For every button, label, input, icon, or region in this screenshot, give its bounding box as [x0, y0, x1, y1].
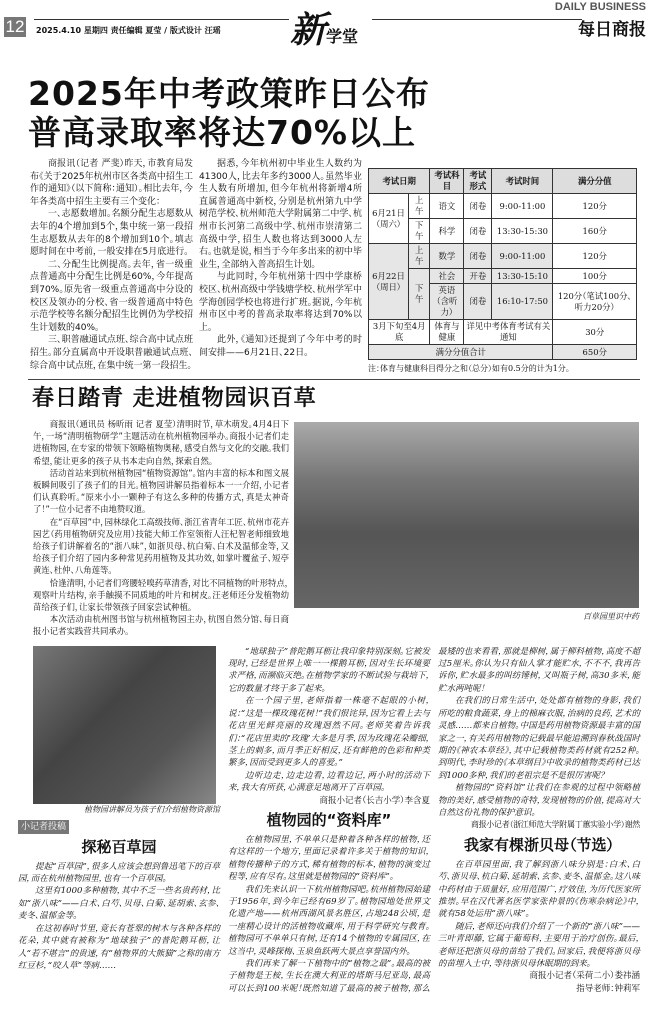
cell: 30分	[553, 320, 637, 345]
contrib3-teacher: 指导老师：钟莉军	[576, 983, 640, 994]
paragraph: 二、分配生比例提高。去年，省一级重点普通高中分配生比例是60%，今年提高到70%。原先省一级重点普通高中分设的校区及领办的分校、省一级普通高中特色示范学校等名额分配招生比例仍为学校招生计划数的40%。	[30, 259, 193, 333]
article1-body	[30, 158, 362, 372]
article1-headline-line2: 普高录取率将达70%以上	[28, 113, 416, 152]
contributions	[0, 646, 652, 996]
cell: 6月21日（周六）	[369, 194, 409, 244]
table-row	[369, 219, 637, 244]
table-row	[369, 320, 637, 345]
cell: 闭卷	[464, 244, 492, 269]
cell: 120分（笔试100分、听力20分）	[553, 284, 637, 320]
paragraph: 边听边走，边走边看，边看边记，两小时的活动下来，我大有所获，心满意足地离开了百草园。	[228, 770, 430, 794]
table-header-row	[369, 169, 637, 194]
photo-block	[18, 646, 220, 816]
header-rule	[34, 19, 289, 20]
cell: 语文	[430, 194, 464, 219]
paragraph: 我们再来了解一下植物中的“植物之最”。最高的被子植物是王桉，生长在澳大利亚的塔斯马尼亚岛，最高可以长到100米呢！既然知道了最高的被子植物，那么最矮的也来看看，那就是柳树，属于柳科植物，高度不超过5厘米。你认为只有仙人掌才能贮水，不不不，我再告诉你，贮水最多的叫纺锤树，又叫瓶子树，高30多米，能贮水两吨呢！	[228, 646, 640, 994]
photo-plant-evolution-hall	[33, 646, 216, 804]
cell: 上午	[409, 194, 430, 219]
contrib3-title: 我家有棵浙贝母（节选）	[463, 835, 614, 854]
cell: 120分	[553, 194, 637, 219]
col-header: 满分分值	[553, 169, 637, 194]
section-tag: 小记者投稿	[18, 820, 69, 834]
cell: 闭卷	[464, 284, 492, 320]
cell: 体育与健康	[430, 320, 464, 345]
section-logo-big: 新	[290, 9, 327, 51]
cell: 社会	[430, 269, 464, 284]
paragraph: 我们先来认识一下杭州植物园吧。杭州植物园始建于1956年，到今年已经有69岁了。植物园地处世界文化遗产地——杭州西湖风景名胜区，占地248公顷，是一座精心设计的活植物收藏库，用于科学研究与教育。植物园可不单单只有树，还有14个植物的专属园区，在这当中，灵峰探梅、玉泉鱼跃两大景点享誉国内外。	[228, 884, 430, 957]
paragraph: 在“百草园”中，园林绿化工高级技师、浙江省青年工匠、杭州市花卉园艺（药用植物研究及应用）技能大师工作室领衔人汪杞智老师细致地给孩子们讲解着名的“浙八味”，如浙贝母、杭白菊、白术及温郁金等，又给孩子们介绍了园内多种常见药用植物及其功效，如掌叶覆盆子、短亭黄连、杜仲、八角莲等。	[33, 516, 289, 576]
paragraph: 植物园的“资料馆”让我们在参观的过程中领略植物的美好，感受植物的奇特，发现植物的价值，提高对大自然这份礼物的保护意识。	[438, 783, 640, 818]
paragraph: 恰逢清明，小记者们弯腰轻嗅药草清香，对比不同植物的叶形特点，观察叶片结构，亲手触摸不同质地的叶片和树皮。汪老师还分发植物幼苗给孩子们，让家长带领孩子回家尝试种植。	[33, 577, 289, 613]
paragraph: 一、志愿数增加。名额分配生志愿数从去年的4个增加到5个，集中统一第一段招生志愿数从去年的8个增加到10个。填志愿时间在中考前，一般安排在5月底进行。	[30, 209, 193, 258]
contrib1-byline: 商报小记者（长吉小学）李含夏	[319, 795, 430, 806]
section-logo-small: 学堂	[326, 27, 359, 46]
paragraph: “地球独子”普陀鹅耳枥让我印象特别深刻。它被发现时，已经是世界上唯一一棵鹅耳枥，因对生长环境要求严格，而濒临灭绝。在植物学家的不断试验与栽培下，它的数量才终于多了起来。	[228, 646, 430, 694]
article2-headline: 春日踏青 走进植物园识百草	[32, 386, 317, 411]
cell: 满分分值合计	[369, 345, 553, 360]
header-rule	[372, 19, 582, 20]
paragraph: 提起“百草园”，很多人应该会想到鲁迅笔下的百草园，而在杭州植物园里，也有一个百草园。	[18, 861, 220, 885]
dateline: 2025.4.10 星期四 责任编辑 夏莹 / 版式设计 汪瑶	[36, 26, 221, 35]
article2-body	[33, 418, 289, 638]
paragraph: 在我们的日常生活中，处处都有植物的身影，我们所吃的粮食蔬菜，身上的棉麻衣服，治病的良药，艺术的灵感……都来自植物。中国是药用植物资源最丰富的国家之一，有关药用植物的记载最早能追溯到春秋战国时期的《神农本草经》，其中记载植物类药材就有252种。到明代，李时珍的《本草纲目》中收录的植物类药材已达到1000多种，我们的老祖宗是不是很厉害呢？	[438, 696, 640, 781]
cell: 下午	[409, 219, 430, 244]
page-number: 12	[5, 17, 25, 36]
paragraph: 在植物园里，不单单只是种着各种各样的植物，还有这样的一个地方，里面记录着许多关于植物的知识，植物传播种子的方式，稀有植物的标本，植物的演变过程等，应有尽有。这里就是植物园的“资料库”。	[228, 834, 430, 883]
article1	[0, 158, 652, 374]
cell: 13:30-15:30	[492, 219, 553, 244]
contrib1-title: 探秘百草园	[81, 837, 157, 856]
divider	[28, 379, 640, 380]
section-logo	[290, 2, 358, 53]
paragraph: 活动首站来到杭州植物园“植物资源馆”。馆内丰富的标本和图文展板瞬间吸引了孩子们的目光。植物园讲解员指着标本一一介绍，小记者们认真聆听。“原来小小一颗种子有这么多种的传播方式，真是太神奇了！”一位小记者不由地赞叹道。	[33, 467, 289, 515]
paragraph: 随后，老师还向我们介绍了一个新的“浙八味”——三叶青即藤，它属于葡萄科，主要用于治疗创伤。最后，老师还把浙贝母的苗给了我们。回家后，我便将浙贝母的苗埋入土中，等待浙贝母休眠期的到来。	[438, 921, 640, 969]
photo-caption: 百草园里识中药	[583, 612, 639, 621]
cell: 13:30-15:10	[492, 269, 553, 284]
paragraph: 在一个园子里，老师指着一株毫不起眼的小树，说：“这是一棵玫瑰花树！”我们很诧异，因为它看上去与花店里光鲜亮丽的玫瑰迥然不同。老师笑着告诉我们：“花店里卖的‘玫瑰’大多是月季，因为玫瑰花朵瓣细，茎上的刺多，而月季正好相反，还有鲜艳的色彩和种类繁多，因而受到更多人的喜爱。”	[228, 696, 430, 769]
cell: 上午	[409, 244, 430, 269]
paragraph: 三、职普融通试点班、综合高中试点班招生。部分直属高中开设职普融通试点班、综合高中试点班，在集中统一第一段招生。	[30, 335, 193, 371]
cell: 闭卷	[464, 194, 492, 219]
cell: 详见中考体育考试有关通知	[464, 320, 553, 345]
table-note: 注：体育与健康科目得分之和（总分）如有0.5分的计为1分。	[368, 364, 570, 373]
paragraph: 商报讯（通讯员 杨昕雨 记者 夏莹）清明时节，草木萌发。4月4日下午，一场“清明植物研学”主题活动在杭州植物园举办。商报小记者们走进植物园，在专家的带领下领略植物奥秘，感受自然与文化的交融。我们希望，能让更多的孩子从书本走向自然，探索自然。	[33, 419, 289, 466]
photo-block	[294, 422, 639, 623]
article1-headline-line1: 2025年中考政策昨日公布	[28, 74, 430, 113]
cell: 闭卷	[464, 219, 492, 244]
col-header: 考试形式	[464, 169, 492, 194]
paragraph: 此外，《通知》还提到了今年中考的时间安排——6月21日、22日。	[199, 335, 362, 358]
paragraph: 与此同时，今年杭州第十四中学康桥校区、杭州高级中学钱塘学校、杭州学军中学海创园学校也将进行扩班。据说，今年杭州市区中考的普高录取率将达到70%以上。	[199, 272, 362, 333]
cell: 100分	[553, 269, 637, 284]
cell: 650分	[553, 345, 637, 360]
page-header	[0, 0, 652, 51]
col-header: 考试日期	[369, 169, 430, 194]
cell: 160分	[553, 219, 637, 244]
exam-table-wrap	[368, 168, 638, 374]
contrib3-body	[438, 859, 640, 971]
cell: 英语（含听力）	[430, 284, 464, 320]
paragraph: 商报讯（记者 严斐）昨天，市教育局发布《关于2025年杭州市区各类高中招生工作的通知》（以下简称：通知）。相比去年，今年各类高中招生主要有三个变化：	[30, 159, 193, 207]
cell: 开卷	[464, 269, 492, 284]
article1-headline	[0, 40, 652, 152]
col-header: 考试时间	[492, 169, 553, 194]
col-header: 考试科目	[430, 169, 464, 194]
cell: 下午	[409, 269, 430, 320]
cell: 9:00-11:00	[492, 244, 553, 269]
table-row	[369, 269, 637, 284]
article2	[0, 418, 652, 638]
brand-english: DAILY BUSINESS	[554, 1, 646, 13]
table-row	[369, 244, 637, 269]
cell: 9:00-11:00	[492, 194, 553, 219]
table-row	[369, 345, 637, 360]
cell: 120分	[553, 244, 637, 269]
table-row	[369, 194, 637, 219]
paragraph: 这里有1000多种植物，其中不乏一些名贵药材，比如“浙八味”——白术、白芍、贝母、白菊、延胡索、玄参、麦冬、温郁金等。	[18, 886, 220, 922]
photo-herb-garden	[294, 422, 639, 608]
cell: 3月下旬至4月底	[369, 320, 430, 345]
brand-chinese: 每日商报	[578, 20, 646, 40]
contrib3-byline: 商报小记者（采荷二小）娄祎涵	[529, 971, 640, 982]
paragraph: 在百草园里面，我了解到浙八味分别是：白术、白芍、浙贝母、杭白菊、延胡索、玄参、麦冬、温郁金。这八味中药材由于质量好，应用范围广，疗效佳，为历代医家所推崇。早在汉代著名医学家张仲景的《伤寒杂病论》中，就有58处运用“浙八味”。	[438, 859, 640, 920]
cell: 16:10-17:50	[492, 284, 553, 320]
cell: 数学	[430, 244, 464, 269]
cell: 6月22日（周日）	[369, 244, 409, 320]
photo-caption: 植物园讲解员为孩子们介绍植物资源馆	[84, 804, 220, 814]
paragraph: 据悉，今年杭州初中毕业生人数约为41300人，比去年多约3000人。虽然毕业生人数有所增加，但今年杭州将新增4所直属普通高中新校，分别是杭州第九中学树范学校、杭州师范大学附属第二中学、杭州市长河第二高级中学、杭州市崇清第二高级中学，招生人数也将达到3000人左右。也就是说，相当于今年多出来的初中毕业生，全部纳入普高招生计划。	[199, 159, 362, 270]
contrib2-title: 植物园的“资料库”	[266, 810, 392, 829]
paragraph: 在这初春时节里，竟长有苍翠的树木与各种各样的花朵，其中就有被称为“地球独子”的普陀鹅耳枥，让人“若不堪言”的贵速，有“植物界的大熊猫”之称的南方红豆杉，“咬人草”等病……	[18, 923, 220, 971]
contrib2-byline: 商报小记者（浙江师范大学附属丁蕙实验小学）谢然	[470, 820, 640, 830]
exam-schedule-table	[368, 168, 637, 360]
cell: 科学	[430, 219, 464, 244]
paragraph: 本次活动由杭州图书馆与杭州植物园主办，杭图自然分馆、每日商报小记者实践营共同承办。	[33, 614, 289, 637]
